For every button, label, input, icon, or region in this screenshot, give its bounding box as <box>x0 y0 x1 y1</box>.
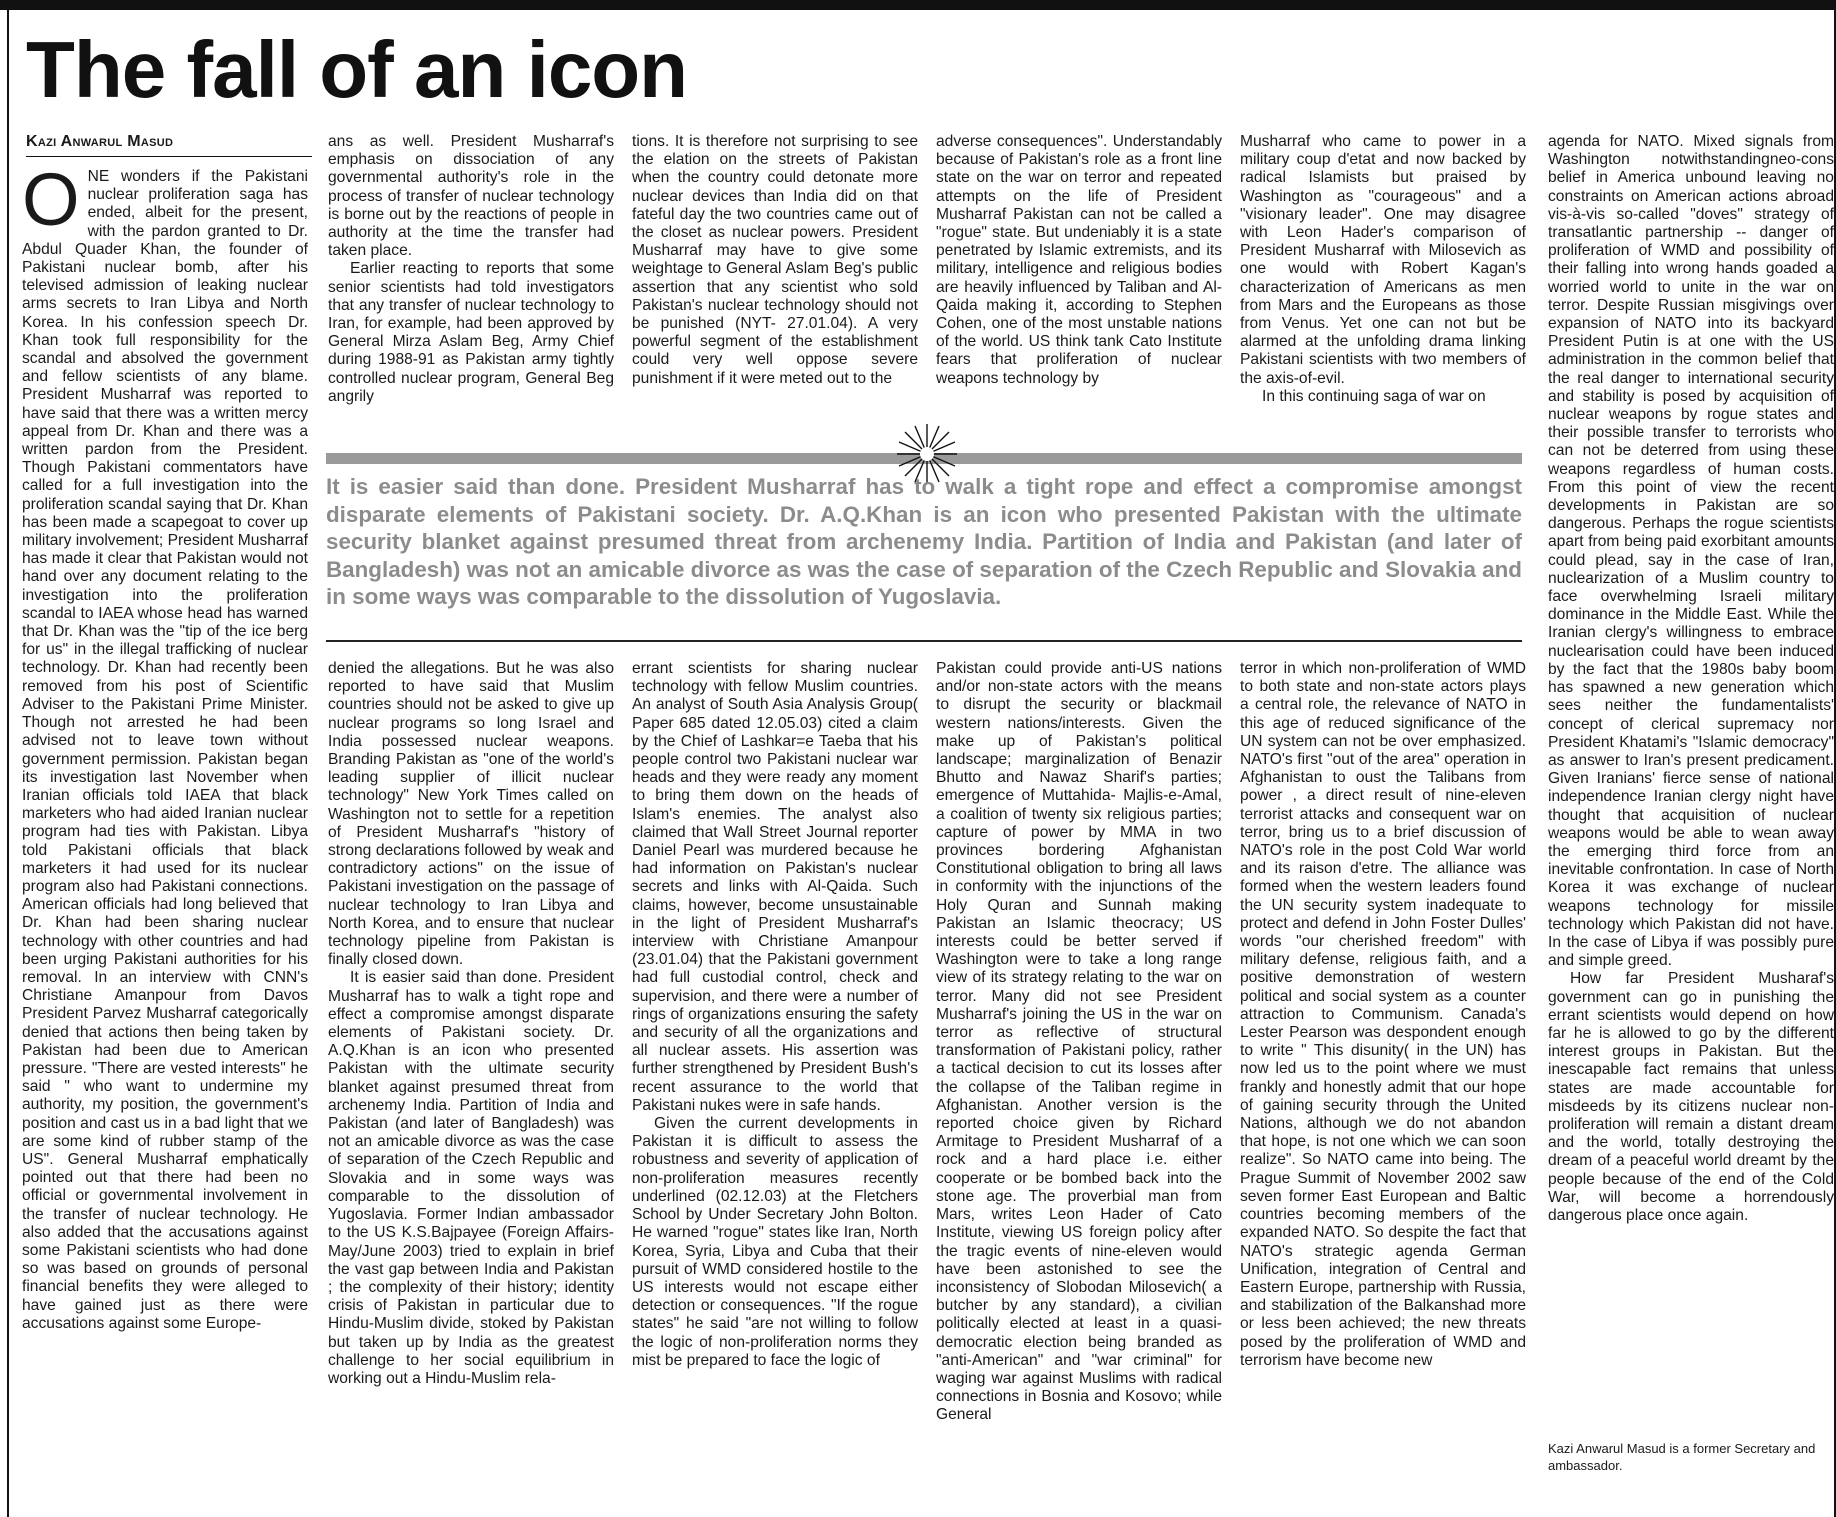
column-4-top <box>936 133 1222 439</box>
column-6 <box>1548 133 1834 1433</box>
drop-cap: O <box>22 168 80 241</box>
paragraph: Pakistan could provide anti-US nations and/or non-state actors with the means to disrupt the security or blackmail western nations/interests. Given the make up of Pakistan's political landscape; marginalization of Benazir Bhutto and Nawaz Sharif's parties; emergence of Muttahida- Majlis-e-Amal, a coalition of twenty six religious parties; capture of power by MMA in two provinces bordering Afghanistan Constitutional obligation to bring all laws in conformity with the injunctions of the Holy Quran and Sunnah making Pakistan an Islamic theocracy; US interests could be better served if Washington were to take a long range view of its strategy relating to the war on terror. Many did not see President Musharraf's joining the US in the war on terror as reflective of structural transformation of Pakistani policy, rather a tactical decision to cut its losses after the collapse of the Taliban regime in Afghanistan. Another version is the reported choice given by Richard Armitage to President Musharraf of a rock and a hard place i.e. either cooperate or be bombed back into the stone age. The proverbial man from Mars, writes Leon Hader of Cato Institute, viewing US foreign policy after the tragic events of nine-eleven would have been astonished to see the inconsistency of Slobodan Milosevich( a butcher by any standard), a civilian politically elected at least in a quasi-democratic election being branded as "anti-American" and "war criminal" for waging war against Muslims with radical connections in Bosnia and Kosovo; while General <box>936 660 1222 1424</box>
left-border <box>7 10 9 1517</box>
column-3-bottom <box>632 660 918 1513</box>
column-1 <box>22 168 308 1513</box>
paragraph: agenda for NATO. Mixed signals from Washington notwithstandingneo-cons belief in America unbound leaving no constraints on American actions abroad vis-à-vis so-called "doves" strategy of transatlantic partnership -- danger of proliferation of WMD and possibility of their falling into wrong hands goaded a worried world to unite in the war on terror. Despite Russian misgivings over expansion of NATO into its backyard President Putin is at one with the US administration in the common belief that the real danger to international security and stability is posed by acquisition of nuclear weapons by rogue states and their possible transfer to terrorists who can not be deterred from using these weapons regardless of human costs. From this point of view the recent developments in Pakistan are so dangerous. Perhaps the rogue scientists apart from being paid exorbitant amounts could plead, say in the case of Iran, nuclearization of a Muslim country to face overwhelming Israeli military dominance in the Middle East. While the Iranian clergy's willingness to embrace nuclearisation could have been induced by the fact that the 1980s baby boom has spawned a new generation which sees neither the fundamentalists' concept of clerical supremacy nor President Khatami's "Islamic democracy" as answer to Iran's present predicament. Given Iranians' fierce sense of national independence Iranian clergy night have thought that acquisition of nuclear weapons would be able to wean away the emerging third force from an inevitable confrontation. In case of North Korea it was exchange of nuclear weapons technology for missile technology which Pakistan did not have. In the case of Libya if was possibly pure and simple greed. <box>1548 133 1834 970</box>
column-2-bottom <box>328 660 614 1513</box>
byline-text: Kazi Anwarul Masud <box>26 133 174 150</box>
column-4-bottom <box>936 660 1222 1513</box>
top-rule <box>0 0 1836 10</box>
byline <box>26 133 312 157</box>
paragraph: In this continuing saga of war on <box>1262 387 1486 405</box>
paragraph: It is easier said than done. President Musharraf has to walk a tight rope and effect a compromise amongst disparate elements of Pakistani society. Dr. A.Q.Khan is an icon who presented Pakistan with the ultimate security blanket against presumed threat from archenemy India. Partition of India and Pakistan (and later of Bangladesh) was not an amicable divorce as was the case of separation of the Czech Republic and Slovakia and in some ways was comparable to the dissolution of Yugoslavia. Former Indian ambassador to the US K.S.Bajpayee (Foreign Affairs-May/June 2003) tried to explain in brief the vast gap between India and Pakistan ; the complexity of their history; identity crisis of Pakistan in particular due to Hindu-Muslim divide, stoked by Pakistan but taken up by India as the greatest challenge to her social equilibrium in working out a Hindu-Muslim rela- <box>328 969 614 1387</box>
paragraph: denied the allegations. But he was also reported to have said that Muslim countries should not be asked to give up nuclear programs so long Israel and India possessed nuclear weapons. Branding Pakistan as "one of the world's leading supplier of illicit nuclear technology" New York Times called on Washington not to settle for a repetition of President Musharraf's "history of strong declarations followed by weak and contradictory actions" on the issue of Pakistani investigation on the passage of nuclear technology to Iran Libya and North Korea, and to ensure that nuclear technology pipeline from Pakistan is finally closed down. <box>328 660 614 969</box>
paragraph: terror in which non-proliferation of WMD to both state and non-state actors plays a central role, the relevance of NATO in this age of reduced significance of the UN system can not be over emphasized. NATO's first "out of the area" operation in Afghanistan to oust the Talibans from power , a direct result of nine-eleven terrorist attacks and consequent war on terror, bring us to a brief discussion of NATO's role in the post Cold War world and its raison d'etre. The alliance was formed when the western leaders found the UN security system inadequate to protect and defend in John Foster Dulles' words "our cherished freedom" with military defense, religious faith, and a positive demonstration of western political and social system as a counter attraction to Communism. Canada's Lester Pearson was despondent enough to write " This disunity( in the UN) has now led us to the point where we must frankly and honestly admit that our hope of gaining security through the United Nations, although we do not abandon that hope, is not one which we can soon realize". So NATO came into being. The Prague Summit of November 2002 saw seven former East European and Baltic countries becoming members of the expanded NATO. So despite the fact that NATO's strategic agenda German Unification, integration of Central and Eastern Europe, partnership with Russia, and stabilization of the Balkanshad more or less been achieved; the new threats posed by the proliferation of WMD and terrorism have become new <box>1240 660 1526 1369</box>
paragraph: Musharraf who came to power in a military coup d'etat and now backed by radical Islamists but praised by Washington as "courageous" and a "visionary leader". One may disagree with Leon Hader's comparison of President Musharraf with Milosevich as one would with Robert Kagan's characterization of Americans as men from Mars and the Europeans as those from Venus. Yet one can not but be alarmed at the unfolding drama linking Pakistani scientists with two members of the axis-of-evil. <box>1240 133 1526 387</box>
column-5-bottom <box>1240 660 1526 1513</box>
paragraph: How far President Musharaf's government can go in punishing the errant scientists would depend on how far he is allowed to go by the different interest groups in Pakistan. But the inescapable fact remains that unless states are made accountable for misdeeds by its citizens nuclear non-proliferation will remain a distant dream and the world, totally destroying the dream of a peaceful world dreamt by the people because of the end of the Cold War, will become a horrendously dangerous place once again. <box>1548 970 1834 1224</box>
paragraph: tions. It is therefore not surprising to see the elation on the streets of Pakistan when the country could detonate more nuclear devices than India did on that fateful day the two countries came out of the closet as nuclear powers. President Musharraf may have to give some weightage to General Aslam Beg's public assertion that any scientist who sold Pakistan's nuclear technology should not be punished (NYT- 27.01.04). A very powerful segment of the establishment could very well oppose severe punishment if it were meted out to the <box>632 133 918 387</box>
column-2-top <box>328 133 614 439</box>
paragraph: errant scientists for sharing nuclear technology with fellow Muslim countries. An analyst of South Asia Analysis Group( Paper 685 dated 12.05.03) cited a claim by the Chief of Lashkar=e Taeba that his people control two Pakistani nuclear war heads and they were ready any moment to bring them down on the heads of Islam's enemies. The analyst also claimed that Wall Street Journal reporter Daniel Pearl was murdered because he had information on Pakistan's nuclear secrets and links with Al-Qaida. Such claims, however, become unsustainable in the light of President Musharraf's interview with Christiane Amanpour (23.01.04) that the Pakistani government had full custodial control, check and supervision, and there were a number of rings of organizations ensuring the safety and security of all the organizations and all nuclear assets. His assertion was further strengthened by President Bush's recent assurance to the world that Pakistani nukes were in safe hands. <box>632 660 918 1114</box>
pullquote-rule-bottom <box>326 640 1522 642</box>
author-note: Kazi Anwarul Masud is a former Secretary and ambassador. <box>1548 1441 1816 1473</box>
paragraph: Given the current developments in Pakistan it is difficult to assess the robustness and severity of application of non-proliferation measures recently underlined (02.12.03) at the Fletchers School by Under Secretary John Bolton. He warned "rogue" states like Iran, North Korea, Syria, Libya and Cuba that their pursuit of WMD considered hostile to the US interests would not escape either detection or consequences. "If the rogue states" he said "are not willing to follow the logic of non-proliferation norms they mist be prepared to face the logic of <box>632 1115 918 1369</box>
column-5-top <box>1240 133 1526 439</box>
paragraph: Earlier reacting to reports that some senior scientists had told investigators that any transfer of nuclear technology to Iran, for example, had been approved by General Mirza Aslam Beg, Army Chief during 1988-91 as Pakistan army tightly controlled nuclear program, General Beg angrily <box>328 260 614 405</box>
paragraph: adverse consequences". Understandably because of Pakistan's role as a front line state on the war on terror and repeated attempts on the life of President Musharraf Pakistan can not be called a "rogue" state. But undeniably it is a state penetrated by Islamic extremists, and its military, intelligence and religious bodies are heavily influenced by Taliban and Al-Qaida making it, according to Stephen Cohen, one of the most unstable nations of the world. US think tank Cato Institute fears that proliferation of nuclear weapons technology by <box>936 133 1222 387</box>
headline: The fall of an icon <box>26 25 688 114</box>
paragraph: ans as well. President Musharraf's emphasis on dissociation of any governmental authority's role in the process of transfer of nuclear technology is borne out by the reactions of people in authority at the time the transfer had taken place. <box>328 133 614 260</box>
pullquote: It is easier said than done. President Musharraf has to walk a tight rope and effect a compromise amongst disparate elements of Pakistani society. Dr. A.Q.Khan is an icon who presented Pakistan with the ultimate security blanket against presumed threat from archenemy India. Partition of India and Pakistan (and later of Bangladesh) was not an amicable divorce as was the case of separation of the Czech Republic and Slovakia and in some ways was comparable to the dissolution of Yugoslavia. <box>326 474 1522 609</box>
column-3-top <box>632 133 918 439</box>
paragraph: ONE wonders if the Pakistani nuclear proliferation saga has ended, albeit for the present, with the pardon granted to Dr. Abdul Quader Khan, the founder of Pakistani nuclear bomb, after his televised admission of leaking nuclear arms secrets to Iran Libya and North Korea. In his confession speech Dr. Khan took full responsibility for the scandal and absolved the government and fellow scientists of any blame. President Musharraf was reported to have said that there was a written mercy appeal from Dr. Khan and there was a written pardon from the President. Though Pakistani commentators have called for a full investigation into the proliferation scandal saying that Dr. Khan has been made a scapegoat to cover up military involvement; President Musharraf has made it clear that Pakistan would not hand over any document relating to the investigation into the proliferation scandal to IAEA whose head has warned that Dr. Khan was the "tip of the ice berg for us" in the illegal trafficking of nuclear technology. Dr. Khan had recently been removed from his post of Scientific Adviser to the Pakistani Prime Minister. Though not arrested he had been advised not to leave town without government permission. Pakistan began its investigation last November when Iranian officials told IAEA that black marketers who had aided Iranian nuclear program had ties with Pakistan. Libya told Pakistani officials that black marketers it had used for its nuclear program also had Pakistani connections. American officials had long believed that Dr. Khan had been sharing nuclear technology with other countries and had been urging Pakistani authorities for his removal. In an interview with CNN's Christiane Amanpour from Davos President Parvez Musharraf categorically denied that actions then being taken by Pakistan had been due to American pressure. "There are vested interests" he said " who want to undermine my authority, my position, the government's position and cast us in a bad light that we are some kind of rubber stamp of the US". General Musharraf emphatically pointed out that there had been no official or governmental involvement in the transfer of nuclear technology. He also added that the accusations against some Pakistani scientists who had done so was based on grounds of personal financial benefits they were alleged to have gained just as there were accusations against some Europe- <box>22 168 308 1332</box>
